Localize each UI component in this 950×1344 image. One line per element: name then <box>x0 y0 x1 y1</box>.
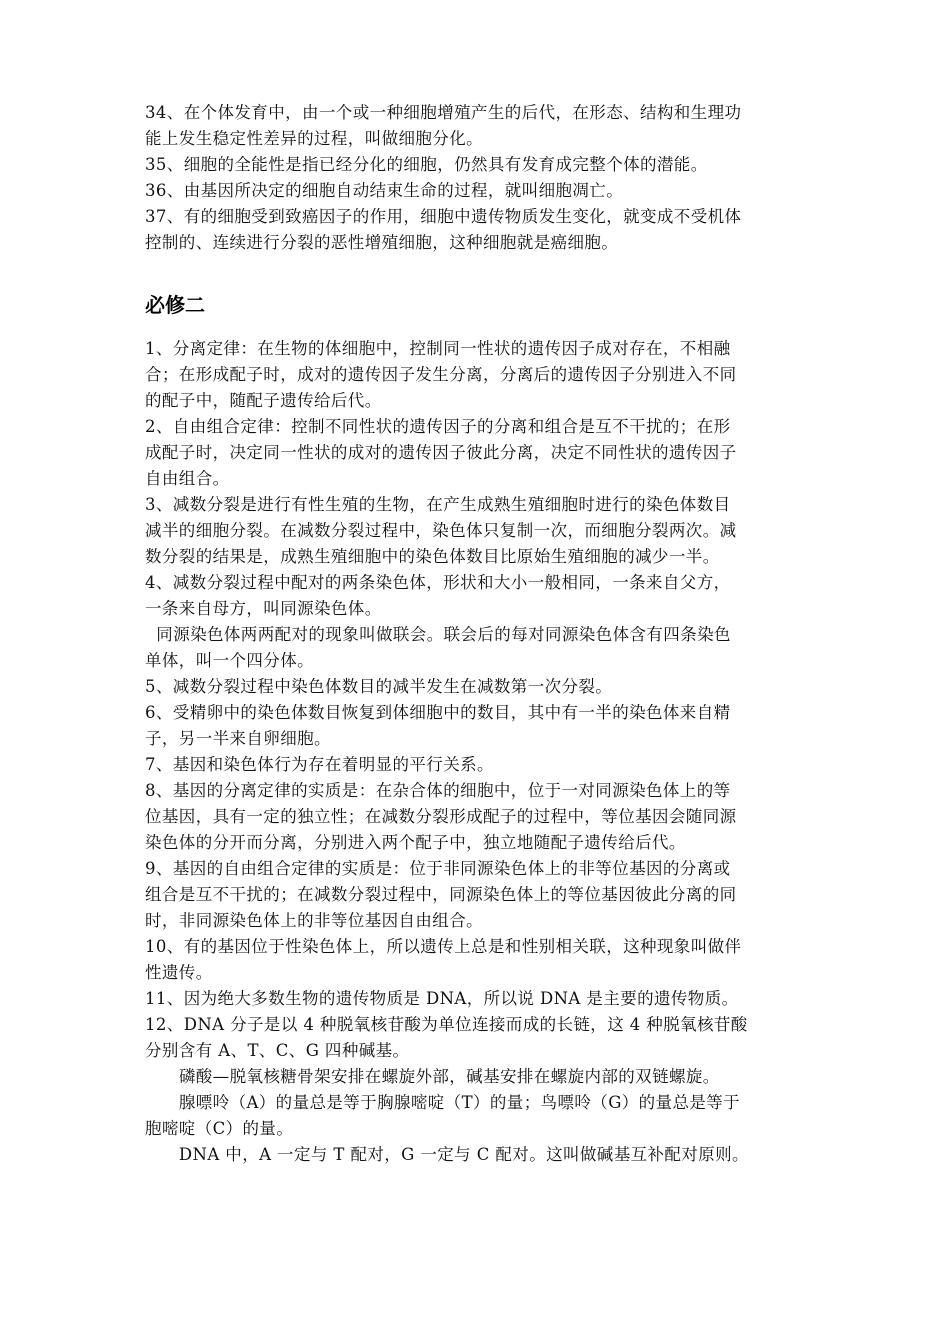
text-line: 单体，叫一个四分体。 <box>145 651 314 670</box>
text-line: 分别含有 A、T、C、G 四种碱基。 <box>145 1041 410 1060</box>
text-line: 8、基因的分离定律的实质是：在杂合体的细胞中，位于一对同源染色体上的等 <box>145 781 731 800</box>
text-line: 9、基因的自由组合定律的实质是：位于非同源染色体上的非等位基因的分离或 <box>145 859 731 878</box>
text-line: 位基因，具有一定的独立性；在减数分裂形成配子的过程中，等位基因会随同源 <box>145 807 737 826</box>
text-line: 时，非同源染色体上的非等位基因自由组合。 <box>145 911 483 930</box>
text-line: 1、分离定律：在生物的体细胞中，控制同一性状的遗传因子成对存在，不相融 <box>145 339 731 358</box>
text-line: 4、减数分裂过程中配对的两条染色体，形状和大小一般相同，一条来自父方， <box>145 573 731 592</box>
text-line: 子，另一半来自卵细胞。 <box>145 729 331 748</box>
text-line: 一条来自母方，叫同源染色体。 <box>145 599 382 618</box>
text-line: 性遗传。 <box>145 963 213 982</box>
section-heading: 必修二 <box>145 293 205 317</box>
text-line: 同源染色体两两配对的现象叫做联会。联会后的每对同源染色体含有四条染色 <box>145 625 731 644</box>
text-line: 成配子时，决定同一性状的成对的遗传因子彼此分离，决定不同性状的遗传因子 <box>145 443 737 462</box>
text-line: 的配子中，随配子遗传给后代。 <box>145 391 382 410</box>
text-line: 36、由基因所决定的细胞自动结束生命的过程，就叫细胞凋亡。 <box>145 181 624 200</box>
text-line: 7、基因和染色体行为存在着明显的平行关系。 <box>145 755 494 774</box>
text-line: 12、DNA 分子是以 4 种脱氧核苷酸为单位连接而成的长链，这 4 种脱氧核苷酸 <box>145 1015 748 1034</box>
text-line: 11、因为绝大多数生物的遗传物质是 DNA，所以说 DNA 是主要的遗传物质。 <box>145 989 739 1008</box>
text-line: 6、受精卵中的染色体数目恢复到体细胞中的数目，其中有一半的染色体来自精 <box>145 703 731 722</box>
text-line: 3、减数分裂是进行有性生殖的生物，在产生成熟生殖细胞时进行的染色体数目 <box>145 495 731 514</box>
text-line: 合；在形成配子时，成对的遗传因子发生分离，分离后的遗传因子分别进入不同 <box>145 365 737 384</box>
text-line: 胞嘧啶（C）的量。 <box>145 1119 294 1138</box>
text-line: 控制的、连续进行分裂的恶性增殖细胞，这种细胞就是癌细胞。 <box>145 233 619 252</box>
text-line: 组合是互不干扰的；在减数分裂过程中，同源染色体上的等位基因彼此分离的同 <box>145 885 737 904</box>
text-line: 自由组合。 <box>145 469 230 488</box>
text-line: 腺嘌呤（A）的量总是等于胸腺嘧啶（T）的量；鸟嘌呤（G）的量总是等于 <box>145 1093 741 1112</box>
text-line: 37、有的细胞受到致癌因子的作用，细胞中遗传物质发生变化，就变成不受机体 <box>145 207 742 226</box>
text-line: 34、在个体发育中，由一个或一种细胞增殖产生的后代，在形态、结构和生理功 <box>145 103 742 122</box>
text-line: 35、细胞的全能性是指已经分化的细胞，仍然具有发育成完整个体的潜能。 <box>145 155 708 174</box>
text-line: 数分裂的结果是，成熟生殖细胞中的染色体数目比原始生殖细胞的减少一半。 <box>145 547 720 566</box>
text-line: DNA 中，A 一定与 T 配对，G 一定与 C 配对。这叫做碱基互补配对原则。 <box>145 1145 749 1164</box>
text-line: 10、有的基因位于性染色体上，所以遗传上总是和性别相关联，这种现象叫做伴 <box>145 937 742 956</box>
text-line: 能上发生稳定性差异的过程，叫做细胞分化。 <box>145 129 483 148</box>
text-line: 染色体的分开而分离，分别进入两个配子中，独立地随配子遗传给后代。 <box>145 833 686 852</box>
text-line: 减半的细胞分裂。在减数分裂过程中，染色体只复制一次，而细胞分裂两次。减 <box>145 521 737 540</box>
text-line: 2、自由组合定律：控制不同性状的遗传因子的分离和组合是互不干扰的；在形 <box>145 417 731 436</box>
text-line: 磷酸—脱氧核糖骨架安排在螺旋外部，碱基安排在螺旋内部的双链螺旋。 <box>145 1067 720 1086</box>
text-line: 5、减数分裂过程中染色体数目的减半发生在减数第一次分裂。 <box>145 677 613 696</box>
